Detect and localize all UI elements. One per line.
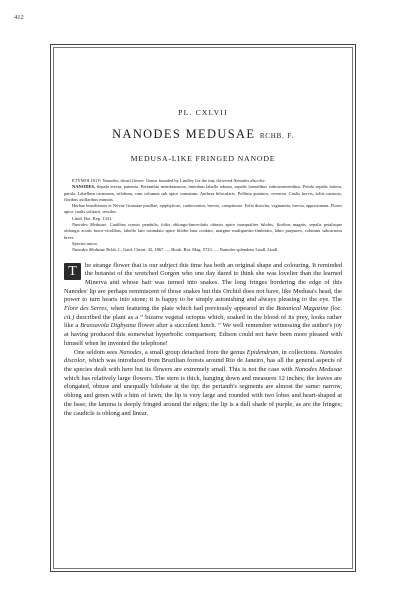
species-description-label: Nanodes Medusae [72, 222, 107, 228]
etymology-lead: ETYMOLOGY: Nanodes, dwarf flower. Genus founded by [72, 178, 180, 183]
paragraph-2-text-d: , which was introduced from Brazilian forests around Rio de Janeiro, has all the general aspects of the species dealt with here but its flowers are extremely small. This is not the case with [64, 357, 342, 373]
body-paragraph-2 [64, 349, 342, 419]
title-author: RCHB. F. [259, 132, 294, 140]
epidendrum-ref: Epidendrum [246, 348, 279, 356]
nanodes-ref: Nanodes [119, 348, 142, 356]
paragraph-1-text-c: described the plant as a “ bizarre vegetal octopus which, soaked in the blood of its prey, looks rather like a [64, 313, 342, 330]
etymology-species: Nanodes discolor [233, 178, 265, 183]
citation-references-text: Rchb. f., Gard. Chron. 42, 1867. — Hook. Bot. Mag. 5723. — Nanodes splendens Lindl. Lindl. [105, 247, 279, 253]
paragraph-1-text-b: , when featuring the plate which had previously appeared in the [106, 305, 277, 313]
brassavola-ref: Brassavola Digbyana [80, 322, 136, 330]
species-description-text: . Caulibus crassis pendulis, foliis oblongo-lanceolatis obtusis apice inaequaliter bilobis, floribus magnis, sepalis petalisque oblongis acutis fusco-viridibus, labello lato rotundato apice bilobo basi cordato, margine multipartito-fimbriato, labio purpureo, columna subcarnosa brevi. [64, 222, 343, 240]
latin-description-text: Sepala erecta, patentia. Perianthia membranacea, interdum labello adnata, sepalis lateralibus subconniventibus. Petala sepalis latiora, patula. Labellum carnosum, trilobum, cum columna sub apice connatum. Anthera bilocularis. Pollinia quattuor, cereacea. Caulis brevis, foliis carnosis, floribus axillaribus minutis. [64, 184, 342, 202]
paragraph-2-text-c: , in collections. [278, 348, 320, 356]
botanical-magazine-ref: Botanical Magazine (loc. cit.) [64, 305, 342, 321]
genus-label: NANODES. [72, 184, 96, 190]
citation-references-label: Nanodes Medusae [72, 247, 106, 253]
citation-references [64, 247, 342, 253]
etymology-end: . [264, 178, 267, 183]
page-content [64, 56, 342, 418]
page-number: 412 [14, 14, 24, 21]
paragraph-1-text-a: he strange flower that is our subject this time has both an original shape and colouring. It reminded the botanist of the wretched Gorgon who one day dared to think she was lovelier than the learned Minerva and whose hair was turned into snakes. The long fringes bordering the edge of this Nanodes' lip are perhaps reminiscent of those snakes but this Orchid does not have, like Medusa's head, the power to turn hearts into stone; it is happy to be simply astonishing and always pleasing to the eye. The [64, 261, 342, 304]
herbae-paragraph: Herbae brasilienses et Novae Granatae pusillae, epiphyticae, caulescentes, breves, caespitosae. Folia disticha, vaginantia, brevia, approximata. Flores apice caulis solitarii, sessiles. [64, 203, 342, 215]
page-title [64, 127, 342, 142]
etymology-tail: for the tiny flowered [193, 178, 234, 183]
citation-lindley: Lindl. Bot. Reg. 1341. [72, 215, 113, 221]
title-genus-species: NANODES MEDUSAE [112, 127, 256, 141]
page-subtitle: MEDUSA-LIKE FRINGED NANODE [130, 154, 276, 163]
paragraph-2-text-e: which has relatively large flowers. The stem is thick, hanging down and measures 12 inches; the leaves are elongated, obtuse and unequally bilobate at the tip; the perianth's segments are almost the same: narrow, oblong and green with a hint of fawn; the lip is very large and rounded with two lobes and heart-shaped at the base; the lamina is deeply fringed around the edges; the lip is a dull shade of purple, as are the fringes; the caudicle is oblong and linear. [64, 374, 342, 417]
species-unica: Species unica. [72, 240, 98, 246]
flore-des-serres-ref: Flore des Serres [64, 305, 107, 313]
drop-cap: T [64, 263, 81, 280]
paragraph-2-text-b: , a small group detached from the genus [141, 348, 247, 356]
nanodes-medusae-ref: Nanodes Medusae [294, 366, 342, 373]
species-description [64, 222, 342, 241]
paragraph-1-text-d: flower after a succulent lunch. ” We well remember witnessing the author's joy at having produced this somewhat hyperbolic comparison; Edison could not have been more pleased with himself when he invented the telephone! [64, 322, 342, 347]
paragraph-2-text-a: One seldom sees [74, 348, 120, 356]
etymology-author: Lindley [179, 178, 194, 183]
nanodes-discolor-ref: Nanodes discolor [64, 348, 342, 365]
plate-number: PL. CXLVII [178, 108, 228, 117]
latin-description [64, 184, 342, 203]
body-paragraph-1 [64, 262, 342, 349]
